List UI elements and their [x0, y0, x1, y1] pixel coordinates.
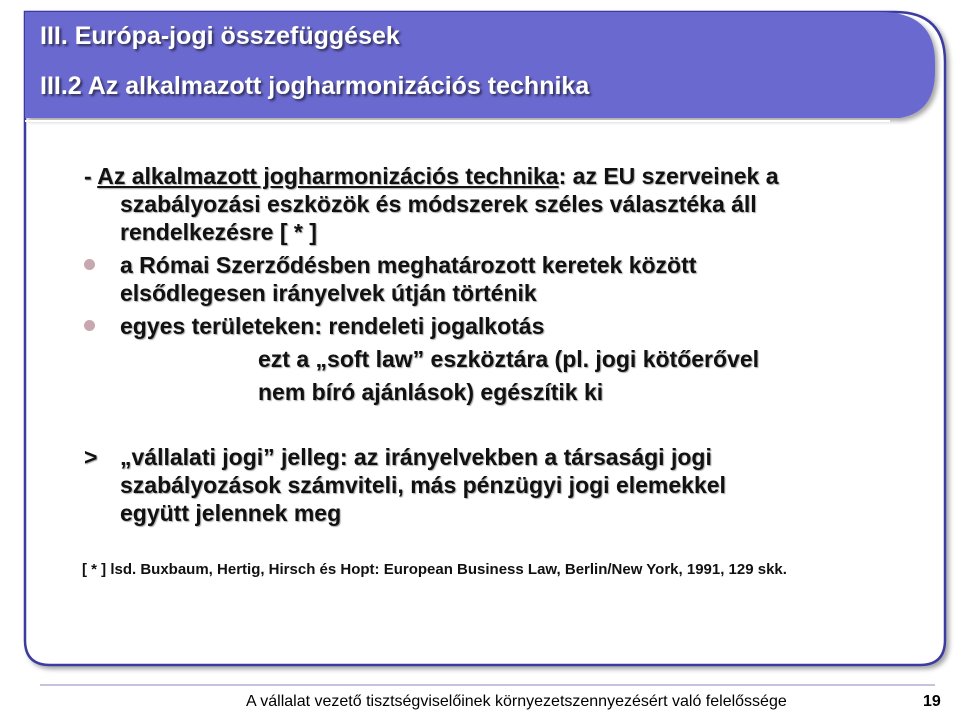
bullet-dot-icon: [84, 320, 95, 331]
intro-rest: : az EU szerveinek a: [558, 163, 779, 189]
softlaw-line-1: ezt a „soft law” eszköztára (pl. jogi kötőerővel: [258, 346, 760, 372]
arrow-marker: >: [84, 444, 98, 470]
intro-line-2: szabályozási eszközök és módszerek széles választéka áll: [120, 191, 757, 217]
slide-title: III. Európa-jogi összefüggések: [40, 22, 400, 50]
intro-line-1: [84, 161, 779, 191]
page-number: 19: [923, 693, 941, 710]
corporate-line-2: szabályozások számviteli, más pénzügyi jogi elemekkel: [120, 472, 726, 498]
bullet-1-line-2: elsődlegesen irányelvek útján történik: [120, 280, 537, 306]
footer-text: A vállalat vezető tisztségviselőinek környezetszennyezésért való felelőssége: [246, 693, 787, 710]
slide-subtitle: III.2 Az alkalmazott jogharmonizációs technika: [40, 72, 590, 100]
bullet-2-line-1: egyes területeken: rendeleti jogalkotás: [120, 313, 545, 339]
corporate-line-1: „vállalati jogi” jelleg: az irányelvekben a társasági jogi: [120, 444, 712, 470]
corporate-line-3: együtt jelennek meg: [120, 500, 342, 526]
bullet-1-line-1: a Római Szerződésben meghatározott keretek között: [120, 252, 697, 278]
intro-line-3: rendelkezésre [ * ]: [120, 219, 317, 245]
reference-note: [ * ] lsd. Buxbaum, Hertig, Hirsch és Hopt: European Business Law, Berlin/New York, 1991, 129 skk.: [82, 561, 787, 578]
intro-dash: -: [84, 163, 98, 189]
intro-term: Az alkalmazott jogharmonizációs technika: [97, 163, 559, 189]
bullet-dot-icon: [84, 259, 95, 270]
softlaw-line-2: nem bíró ajánlások) egészítik ki: [258, 379, 604, 405]
